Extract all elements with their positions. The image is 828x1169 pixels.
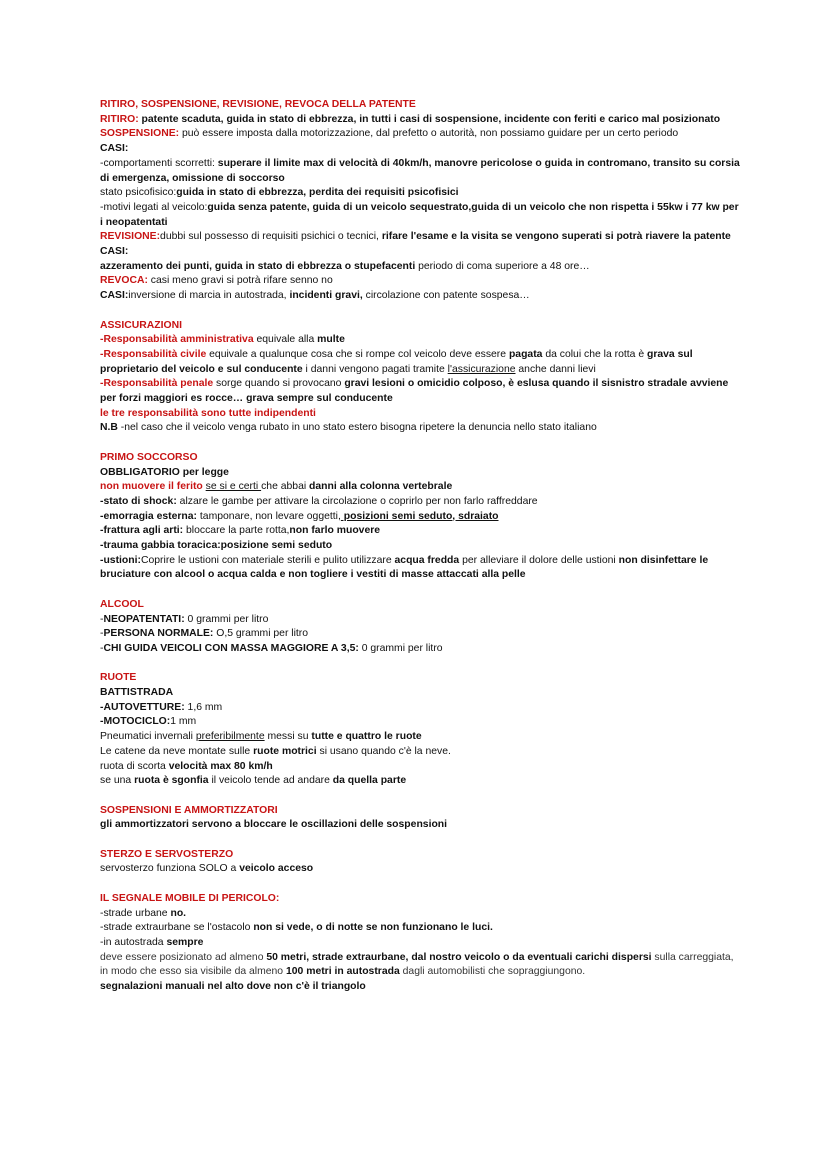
text-line bbox=[100, 715, 740, 730]
section bbox=[100, 671, 740, 789]
text-run: casi meno gravi si potrà rifare senno no bbox=[147, 275, 333, 287]
text-run: -nel caso che il veicolo venga rubato in uno stato estero bisogna ripetere la denuncia nello stato italiano bbox=[117, 422, 597, 434]
text-run: velocità max 80 km/h bbox=[168, 760, 273, 772]
text-run: patente scaduta, guida in stato di ebbrezza, in tutti i casi di sospensione, incidente con feriti e carico mal posizionato bbox=[138, 113, 721, 125]
text-line bbox=[100, 818, 740, 833]
text-run: NEOPATENTATI: bbox=[103, 613, 185, 625]
text-line bbox=[100, 921, 740, 936]
text-run: da colui che la rotta è bbox=[542, 348, 647, 360]
text-line bbox=[100, 495, 740, 510]
section-heading: RITIRO, SOSPENSIONE, REVISIONE, REVOCA DELLA PATENTE bbox=[100, 99, 416, 110]
text-run: equivale alla bbox=[253, 334, 318, 346]
text-line bbox=[100, 377, 740, 406]
text-line bbox=[100, 466, 740, 481]
text-run: non si vede, o di notte se non funzionano le luci. bbox=[253, 922, 493, 934]
text-run: grava sul proprietario del veicolo e sul conducente bbox=[100, 348, 693, 375]
text-run: veicolo acceso bbox=[239, 863, 314, 875]
text-run: da quella parte bbox=[332, 775, 407, 787]
text-run: -strade extraurbane se l'ostacolo bbox=[100, 922, 254, 934]
text-run: preferibilmente bbox=[195, 731, 265, 743]
text-run: dagli automobilisti che sopraggiungono. bbox=[399, 966, 586, 978]
text-run: no. bbox=[170, 907, 187, 919]
text-line bbox=[100, 539, 740, 554]
text-run: 50 metri, strade extraurbane, dal nostro veicolo o da eventuali carichi dispersi bbox=[266, 951, 652, 963]
section bbox=[100, 319, 740, 437]
text-run: RITIRO: bbox=[100, 113, 139, 125]
text-run: ruote motrici bbox=[253, 745, 317, 757]
text-line bbox=[100, 907, 740, 922]
text-line bbox=[100, 245, 740, 260]
text-run: -ustioni: bbox=[100, 554, 141, 566]
text-run: Pneumatici invernali bbox=[100, 731, 196, 743]
section-heading: STERZO E SERVOSTERZO bbox=[100, 848, 234, 860]
text-run: per alleviare il dolore delle ustioni bbox=[459, 554, 619, 566]
text-run: -strade urbane bbox=[100, 907, 171, 919]
text-run: gli ammortizzatori servono a bloccare le oscillazioni delle sospensioni bbox=[100, 819, 448, 831]
text-run: sulla carreggiata, in modo che esso sia visibile da almeno bbox=[100, 951, 734, 978]
text-run: -frattura agli arti: bbox=[100, 525, 184, 537]
text-run: inversione di marcia in autostrada, bbox=[128, 290, 290, 302]
text-line bbox=[100, 642, 740, 657]
text-run: Le catene da neve montate sulle bbox=[100, 745, 254, 757]
text-run: il veicolo tende ad andare bbox=[208, 775, 333, 787]
section-heading: PRIMO SOCCORSO bbox=[100, 451, 198, 463]
text-run: equivale a qualunque cosa che si rompe col veicolo deve essere bbox=[206, 348, 509, 360]
text-run: tamponare, non levare oggetti, bbox=[197, 510, 341, 522]
text-run: 1 mm bbox=[170, 716, 197, 728]
text-run: guida senza patente, guida di un veicolo sequestrato,guida di un veicolo che non rispetta i 55kw i 77 kw per i neopatentati bbox=[100, 201, 739, 228]
text-line bbox=[100, 510, 740, 525]
text-run: ruota di scorta bbox=[100, 760, 169, 772]
text-run: superare il limite max di velocità di 40km/h, manovre pericolose o guida in contromano, transito su corsia di emergenza, omissione di soccorso bbox=[100, 157, 740, 184]
text-run: alzare le gambe per attivare la circolazione o coprirlo per non farlo raffreddare bbox=[176, 495, 538, 507]
text-run: azzeramento dei punti, guida in stato di ebbrezza o stupefacenti bbox=[100, 260, 416, 272]
document-page bbox=[100, 98, 740, 995]
text-run: SOSPENSIONE: bbox=[100, 128, 180, 140]
text-run: 1,6 mm bbox=[184, 701, 223, 713]
text-line bbox=[100, 760, 740, 775]
text-line bbox=[100, 627, 740, 642]
text-line bbox=[100, 201, 740, 230]
text-run: acqua fredda bbox=[394, 554, 460, 566]
section bbox=[100, 848, 740, 877]
section bbox=[100, 804, 740, 833]
text-run: guida in stato di ebbrezza, perdita dei requisiti psicofisici bbox=[176, 187, 459, 199]
text-line bbox=[100, 186, 740, 201]
text-run: -Responsabilità civile bbox=[100, 348, 207, 360]
section-heading: IL SEGNALE MOBILE DI PERICOLO: bbox=[100, 892, 280, 904]
text-line bbox=[100, 230, 740, 245]
text-run: che abbai bbox=[261, 481, 310, 493]
text-run: stato psicofisico: bbox=[100, 187, 177, 199]
text-line bbox=[100, 730, 740, 745]
text-run: circolazione con patente sospesa… bbox=[362, 290, 530, 302]
text-run: si usano quando c'è la neve. bbox=[316, 745, 451, 757]
text-run: REVISIONE: bbox=[100, 231, 161, 243]
text-run: CASI: bbox=[100, 246, 129, 258]
text-run: -comportamenti scorretti: bbox=[100, 157, 218, 169]
text-run: - bbox=[100, 613, 104, 625]
text-line bbox=[100, 701, 740, 716]
text-line bbox=[100, 260, 740, 275]
text-line bbox=[100, 480, 740, 495]
text-run: CASI: bbox=[100, 143, 129, 155]
text-run: se una bbox=[100, 775, 135, 787]
text-run: messi su bbox=[264, 731, 312, 743]
text-run: non disinfettare le bruciature con alcool o acqua calda e non togliere i vestiti di masse attaccati alla pelle bbox=[100, 554, 709, 581]
text-run: danni alla colonna vertebrale bbox=[309, 481, 453, 493]
text-run: può essere imposta dalla motorizzazione, dal prefetto o autorità, non possiamo guidare per un certo periodo bbox=[179, 128, 679, 140]
text-line bbox=[100, 348, 740, 377]
text-run: REVOCA: bbox=[100, 275, 148, 287]
text-run: -stato di shock: bbox=[100, 495, 177, 507]
text-run: ruota è sgonfia bbox=[134, 775, 209, 787]
text-run: sorge quando si provocano bbox=[213, 378, 345, 390]
text-line bbox=[100, 686, 740, 701]
text-run: rifare l'esame e la visita se vengono superati si potrà riavere la patente bbox=[381, 231, 731, 243]
text-run: -MOTOCICLO: bbox=[100, 716, 171, 728]
section bbox=[100, 451, 740, 583]
text-run: le tre responsabilità sono tutte indipendenti bbox=[100, 407, 316, 419]
text-run: -AUTOVETTURE: bbox=[100, 701, 185, 713]
text-line bbox=[100, 745, 740, 760]
text-run: deve essere posizionato ad almeno bbox=[100, 951, 267, 963]
text-line bbox=[100, 421, 740, 436]
text-run: Coprire le ustioni con materiale sterili e pulito utilizzare bbox=[140, 554, 395, 566]
text-run: 0 grammi per litro bbox=[184, 613, 269, 625]
text-line bbox=[100, 554, 740, 583]
text-run: bloccare la parte rotta, bbox=[183, 525, 290, 537]
text-run: non farlo muovere bbox=[289, 525, 381, 537]
text-line bbox=[100, 333, 740, 348]
text-run: PERSONA NORMALE: bbox=[103, 628, 214, 640]
text-run: multe bbox=[317, 334, 345, 346]
text-run: - bbox=[100, 628, 104, 640]
text-line bbox=[100, 127, 740, 142]
text-run: 0 grammi per litro bbox=[358, 642, 443, 654]
text-run: pagata bbox=[508, 348, 543, 360]
text-run: servosterzo funziona SOLO a bbox=[100, 863, 240, 875]
text-run: se si e certi bbox=[205, 481, 262, 493]
section-heading: SOSPENSIONI E AMMORTIZZATORI bbox=[100, 804, 278, 816]
text-run: CASI: bbox=[100, 290, 129, 302]
text-run: 100 metri in autostrada bbox=[285, 966, 400, 978]
text-run: -Responsabilità penale bbox=[100, 378, 214, 390]
section bbox=[100, 892, 740, 995]
text-line bbox=[100, 407, 740, 422]
text-run: non muovere il ferito bbox=[100, 481, 203, 493]
text-run: sempre bbox=[166, 936, 204, 948]
text-run: -Responsabilità amministrativa bbox=[100, 334, 254, 346]
section-heading: ALCOOL bbox=[100, 598, 144, 610]
text-run: gravi lesioni o omicidio colposo, è eslusa quando il sisnistro stradale avviene per forzi maggiori es rocce… grava sempre sul conducente bbox=[100, 378, 729, 405]
text-line bbox=[100, 951, 740, 980]
text-run: -trauma gabbia toracica:posizione semi seduto bbox=[100, 540, 333, 552]
text-run: -in autostrada bbox=[100, 936, 167, 948]
text-run: l'assicurazione bbox=[447, 363, 516, 375]
text-run: i danni vengono pagati tramite bbox=[302, 363, 448, 375]
section bbox=[100, 98, 740, 304]
text-line bbox=[100, 980, 740, 995]
text-run: tutte e quattro le ruote bbox=[311, 731, 422, 743]
text-run: posizioni semi seduto, sdraiato bbox=[340, 510, 499, 522]
text-run: O,5 grammi per litro bbox=[213, 628, 309, 640]
text-line bbox=[100, 524, 740, 539]
text-run: anche danni lievi bbox=[515, 363, 596, 375]
text-run: periodo di coma superiore a 48 ore… bbox=[415, 260, 590, 272]
text-run: BATTISTRADA bbox=[100, 687, 174, 699]
text-run: -emorragia esterna: bbox=[100, 510, 198, 522]
text-line bbox=[100, 274, 740, 289]
section bbox=[100, 598, 740, 657]
text-line bbox=[100, 936, 740, 951]
text-run: dubbi sul possesso di requisiti psichici o tecnici, bbox=[160, 231, 382, 243]
section-heading: RUOTE bbox=[100, 672, 137, 684]
section-heading: ASSICURAZIONI bbox=[100, 319, 182, 331]
text-run: -motivi legati al veicolo: bbox=[100, 201, 208, 213]
text-run: incidenti gravi, bbox=[289, 290, 363, 302]
text-run: CHI GUIDA VEICOLI CON MASSA MAGGIORE A 3,5: bbox=[103, 642, 359, 654]
text-line bbox=[100, 862, 740, 877]
text-line bbox=[100, 113, 740, 128]
text-line bbox=[100, 289, 740, 304]
text-line bbox=[100, 142, 740, 157]
text-line bbox=[100, 613, 740, 628]
text-run: OBBLIGATORIO per legge bbox=[100, 466, 229, 478]
text-run: N.B bbox=[100, 422, 118, 434]
text-line bbox=[100, 774, 740, 789]
text-run: - bbox=[100, 642, 104, 654]
text-line bbox=[100, 157, 740, 186]
text-run: segnalazioni manuali nel alto dove non c'è il triangolo bbox=[100, 981, 366, 993]
